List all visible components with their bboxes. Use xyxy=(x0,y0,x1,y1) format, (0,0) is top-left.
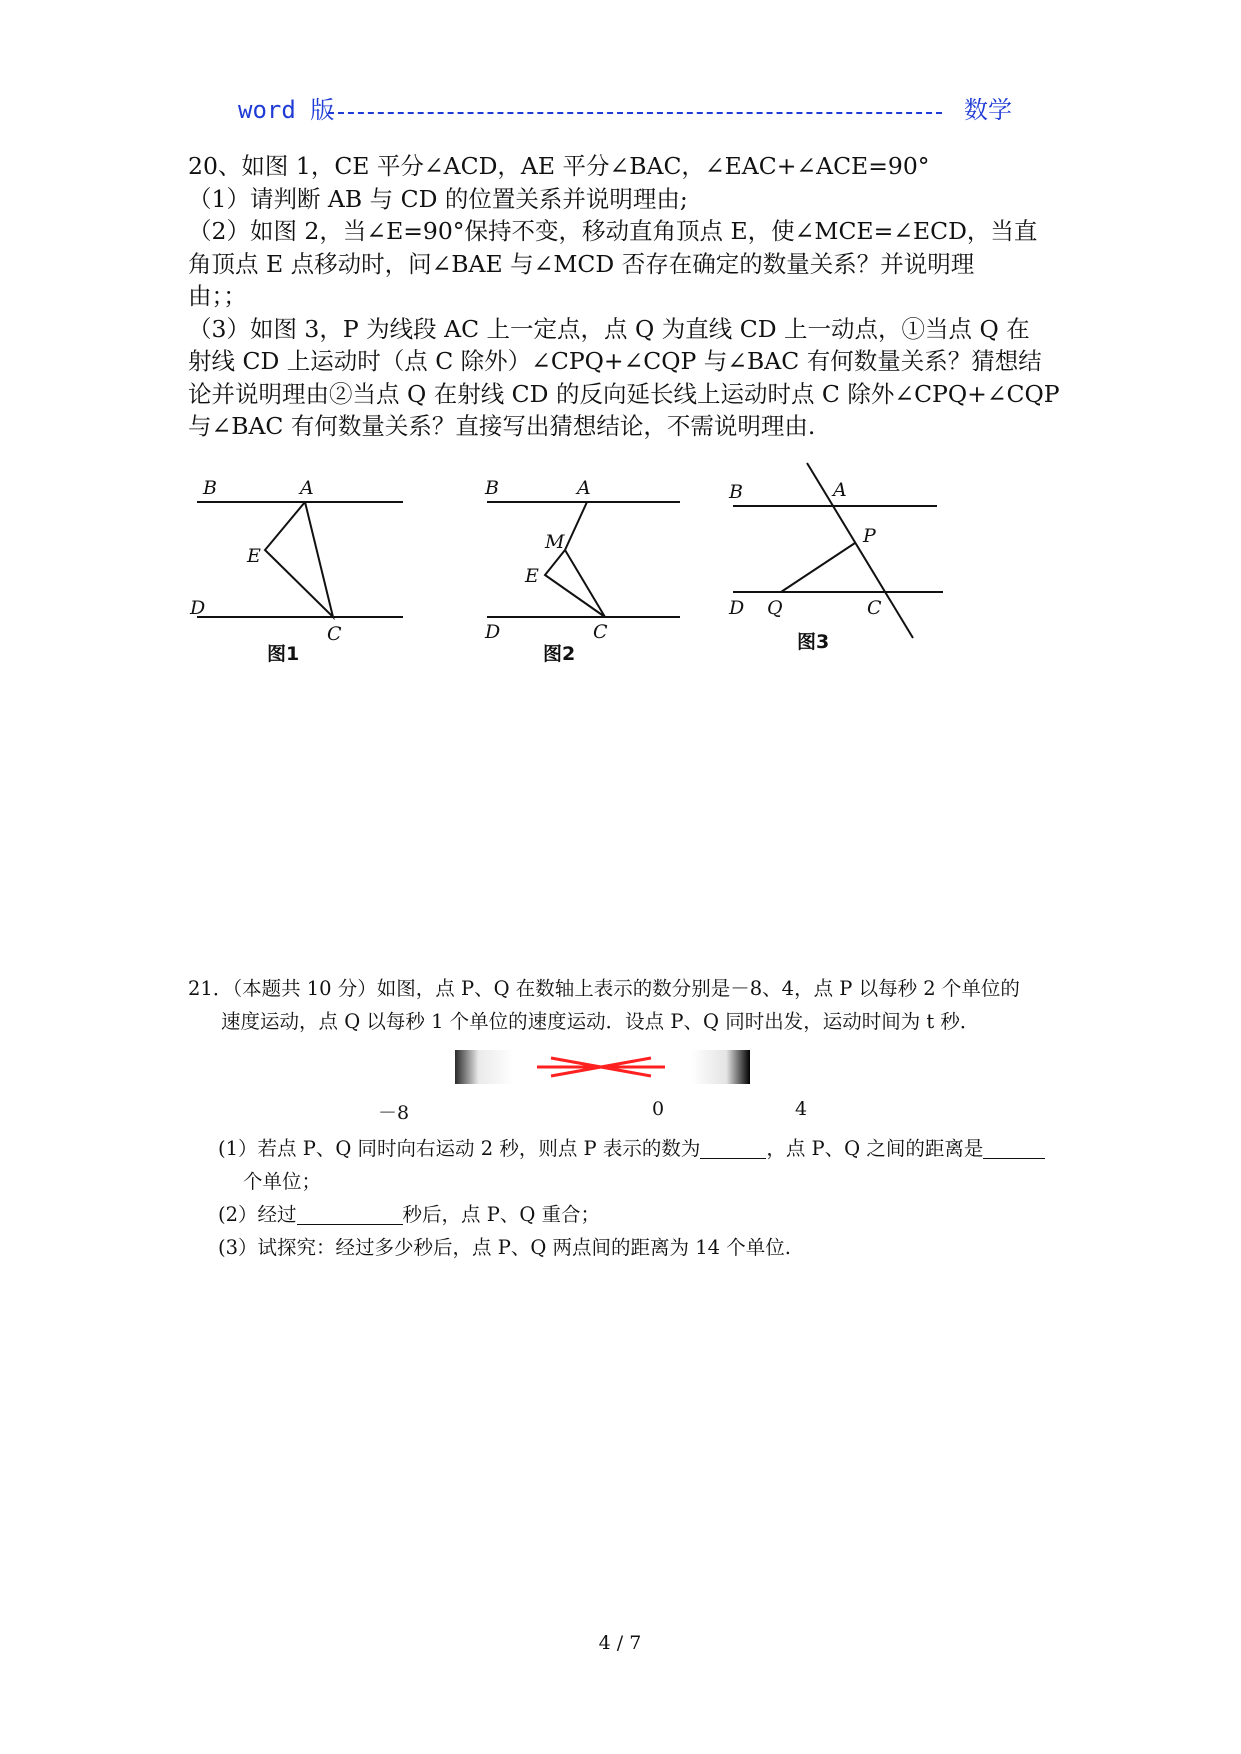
fig3-label-c: C xyxy=(867,597,882,619)
q20-line: （3）如图 3，P 为线段 AC 上一定点，点 Q 为直线 CD 上一动点，①当点 Q 在 xyxy=(188,314,1030,343)
question-21-subparts xyxy=(188,1132,1068,1264)
number-line-label: －8 xyxy=(378,1102,410,1124)
fig3-label-d: D xyxy=(729,597,745,619)
page-header xyxy=(238,90,1012,124)
question-20 xyxy=(188,150,1068,443)
fig2-label-m: M xyxy=(545,531,565,553)
fig3-label-b: B xyxy=(729,481,743,503)
fig3-label-p: P xyxy=(863,525,876,547)
fig1-label-c: C xyxy=(327,623,342,645)
fig1-triangle-aec xyxy=(265,502,333,617)
q21-sub1-text: ，点 P、Q 之间的距离是 xyxy=(766,1137,984,1160)
q20-line: 射线 CD 上运动时（点 C 除外）∠CPQ+∠CQP 与∠BAC 有何数量关系？猜想结 xyxy=(188,347,1042,375)
fig2-caption: 图2 xyxy=(543,643,576,665)
fig3-transversal-ac xyxy=(807,463,913,638)
q21-sub2-text: (2）经过 xyxy=(218,1203,297,1226)
answer-blank-2[interactable] xyxy=(983,1136,1045,1159)
q20-line: 20、如图 1，CE 平分∠ACD，AE 平分∠BAC，∠EAC+∠ACE=90° xyxy=(188,152,930,180)
fig2-label-c: C xyxy=(593,621,608,643)
q21-sub1 xyxy=(188,1132,1068,1165)
q20-line: 与∠BAC 有何数量关系？直接写出猜想结论，不需说明理由. xyxy=(188,412,816,440)
question-21 xyxy=(188,972,1068,1038)
figure-2 xyxy=(475,470,695,665)
q20-line: （2）如图 2，当∠E=90°保持不变，移动直角顶点 E，使∠MCE=∠ECD，当直 xyxy=(188,217,1038,245)
fig1-label-b: B xyxy=(203,477,217,499)
q21-sub1-cont: 个单位； xyxy=(243,1170,322,1193)
fig2-label-a: A xyxy=(577,477,591,499)
fig2-triangle-mec xyxy=(545,550,605,617)
q21-line: 速度运动，点 Q 以每秒 1 个单位的速度运动．设点 P、Q 同时出发，运动时间为 t 秒． xyxy=(221,1010,980,1033)
page-number: 4 / 7 xyxy=(598,1632,642,1654)
fig2-label-b: B xyxy=(485,477,499,499)
number-line-image xyxy=(455,1050,750,1084)
answer-blank-3[interactable] xyxy=(297,1202,403,1225)
q21-line: 21．（本题共 10 分）如图，点 P、Q 在数轴上表示的数分别是－8、4，点 P 以每秒 2 个单位的 xyxy=(188,977,1020,1000)
q20-line: 由；； xyxy=(188,282,247,310)
header-divider xyxy=(328,112,942,114)
fig2-line-am xyxy=(565,502,587,550)
number-line-label: 4 xyxy=(795,1098,808,1120)
fig3-caption: 图3 xyxy=(797,631,830,653)
fig3-label-q: Q xyxy=(767,597,783,619)
figure-1 xyxy=(185,470,415,665)
fig2-label-e: E xyxy=(525,565,539,587)
q21-sub2-text: 秒后，点 P、Q 重合； xyxy=(402,1203,601,1226)
number-line-label: 0 xyxy=(652,1098,665,1120)
fig1-label-d: D xyxy=(190,597,206,619)
fig3-label-a: A xyxy=(833,479,847,501)
fig3-line-pq xyxy=(781,543,855,592)
answer-blank-1[interactable] xyxy=(700,1136,766,1159)
q21-sub2 xyxy=(188,1198,1068,1231)
fig2-label-d: D xyxy=(485,621,501,643)
q21-sub3: (3）试探究：经过多少秒后，点 P、Q 两点间的距离为 14 个单位. xyxy=(218,1236,791,1259)
fig1-label-a: A xyxy=(300,477,314,499)
q21-sub1-text: (1）若点 P、Q 同时向右运动 2 秒，则点 P 表示的数为 xyxy=(218,1137,701,1160)
q20-line: 角顶点 E 点移动时，问∠BAE 与∠MCD 否存在确定的数量关系？并说明理 xyxy=(188,249,975,278)
header-right: 数学 xyxy=(964,96,1012,124)
q20-line: （1）请判断 AB 与 CD 的位置关系并说明理由; xyxy=(188,184,688,213)
header-left: word 版 xyxy=(238,96,335,124)
figure-3 xyxy=(715,458,950,658)
fig1-label-e: E xyxy=(247,545,261,567)
fig1-caption: 图1 xyxy=(267,643,300,665)
number-line-marks xyxy=(455,1050,750,1084)
q20-line: 论并说明理由②当点 Q 在射线 CD 的反向延长线上运动时点 C 除外∠CPQ+∠CQP xyxy=(188,379,1060,408)
